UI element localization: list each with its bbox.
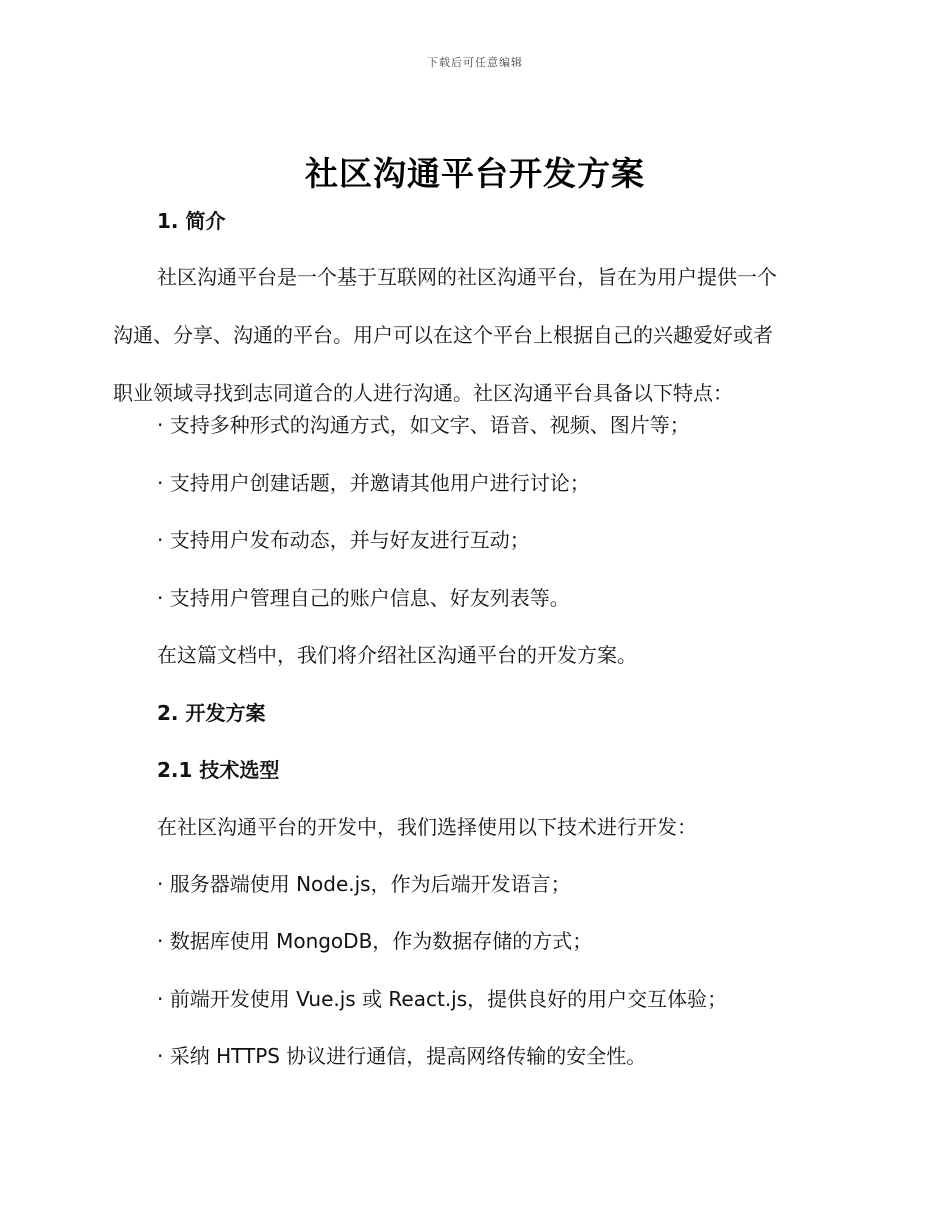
intro-paragraph-line: 职业领域寻找到志同道合的人进行沟通。社区沟通平台具备以下特点： [113,381,733,405]
feature-list-item: · 支持用户发布动态，并与好友进行互动； [157,528,530,552]
feature-list-item: · 支持用户管理自己的账户信息、好友列表等。 [157,586,570,610]
page-header-note: 下载后可任意编辑 [427,56,523,69]
tech-list-item: · 服务器端使用 Node.js，作为后端开发语言； [157,872,571,896]
intro-paragraph-line: 社区沟通平台是一个基于互联网的社区沟通平台，旨在为用户提供一个 [157,265,777,289]
tech-list-item: · 采纳 HTTPS 协议进行通信，提高网络传输的安全性。 [157,1044,647,1068]
feature-list-item: · 支持多种形式的沟通方式，如文字、语音、视频、图片等； [157,413,690,437]
subsection-heading-tech: 2.1 技术选型 [157,758,280,782]
tech-intro-text: 在社区沟通平台的开发中，我们选择使用以下技术进行开发： [157,815,697,839]
feature-list-item: · 支持用户创建话题，并邀请其他用户进行讨论； [157,471,590,495]
tech-list-item: · 前端开发使用 Vue.js 或 React.js，提供良好的用户交互体验； [157,987,728,1011]
intro-paragraph [113,259,833,412]
section-heading-intro: 1. 简介 [157,209,226,233]
section-heading-development: 2. 开发方案 [157,701,266,725]
tech-list-item: · 数据库使用 MongoDB，作为数据存储的方式； [157,929,593,953]
document-title: 社区沟通平台开发方案 [305,154,645,193]
intro-closing-text: 在这篇文档中，我们将介绍社区沟通平台的开发方案。 [157,643,637,667]
intro-paragraph-line: 沟通、分享、沟通的平台。用户可以在这个平台上根据自己的兴趣爱好或者 [113,323,773,347]
